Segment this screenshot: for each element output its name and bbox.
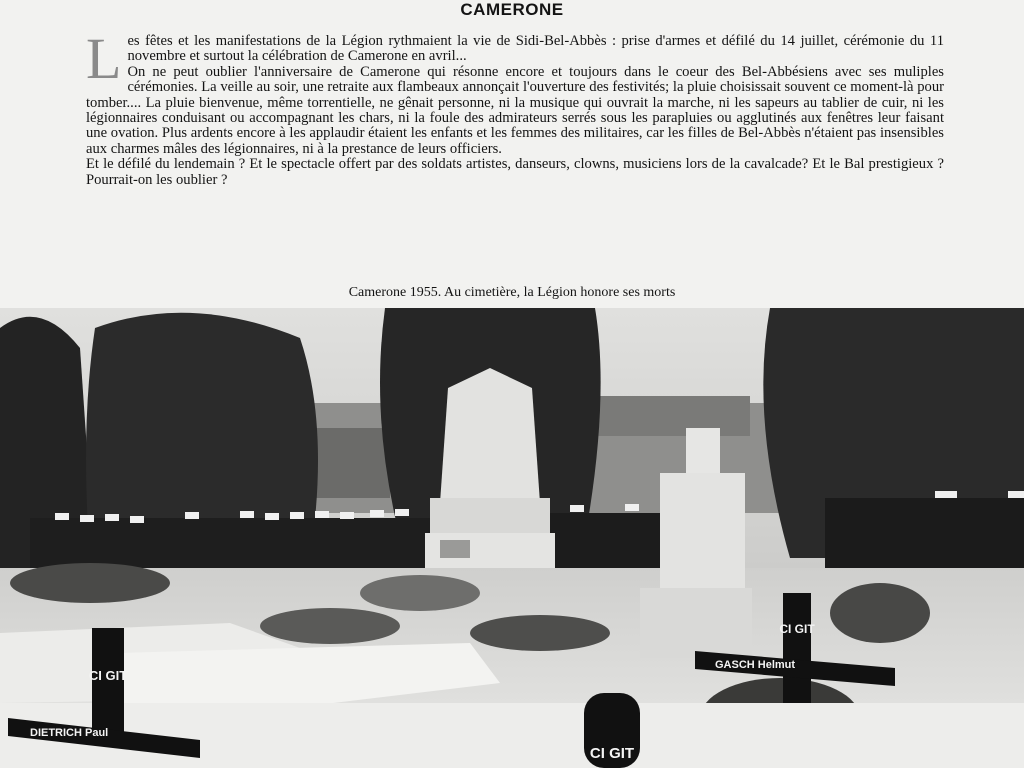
cemetery-scene: [0, 308, 1024, 768]
paragraph-defile: Et le défilé du lendemain ? Et le spectacle offert par des soldats artistes, danseurs, clowns, musiciens lors de la cavalcade? Et le Bal prestigieux ? Pourrait-on les oublier ?: [86, 156, 944, 188]
paragraph-camerone: On ne peut oublier l'anniversaire de Camerone qui résonne encore et toujours dans le coeur des Bel-Abbésiens avec ses muliples cérémonies. La veille au soir, une retraite aux flambeaux annonçait l'ouverture des festivités; la pluie choisissait souvent ce moment-là pour tomber.... La pluie bienvenue, même torrentielle, ne gênait personne, ni la musique qui ouvrait la marche, ni les sapeurs au tablier de cuir, ni les légionnaires conduisant ou accompagnant les chars, ni la foule des admirateurs serrés sous les parapluies ou agglutinés aux fenêtres leur faisant une ovation. Plus ardents encore à les applaudir étaient les enfants et les femmes des militaires, car les filles de Bel-Abbès n'étaient pas insensibles aux charmes mâles des légionnaires, ni à la prestance de leurs officiers.: [86, 63, 944, 157]
article-body: [86, 26, 944, 188]
cross-name: DIETRICH Paul: [30, 727, 109, 739]
cross-inscription: CI GIT: [589, 745, 635, 762]
legionnaires-group: [545, 513, 665, 573]
photo-caption: Camerone 1955. Au cimetière, la Légion honore ses morts: [348, 285, 676, 300]
grave-cross-front: [584, 693, 640, 768]
cross-inscription: CI GIT: [88, 668, 128, 683]
paragraph-intro: es fêtes et les manifestations de la Légion rythmaient la vie de Sidi-Bel-Abbès : prise d'armes et défilé du 14 juillet, cérémonie du 11 novembre et surtout la célébration de Camerone en avril...: [127, 33, 944, 65]
grave-stele: [686, 428, 720, 476]
cemetery-photo: [0, 308, 1024, 768]
page-title: CAMERONE: [460, 0, 564, 19]
cross-inscription: CI GIT: [779, 622, 815, 636]
wreath: [260, 608, 400, 644]
cross-name: GASCH Helmut: [715, 659, 796, 671]
obelisk-monument: [440, 368, 540, 503]
drop-cap: L: [86, 26, 122, 91]
